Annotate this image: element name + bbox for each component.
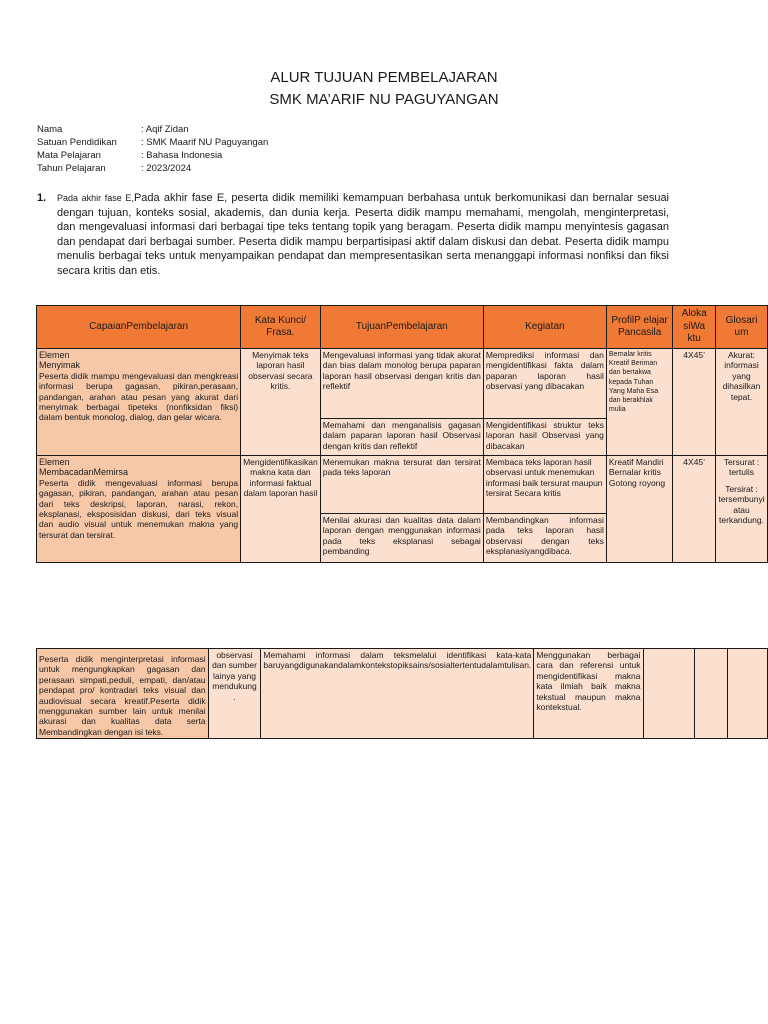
info-label: Nama	[37, 124, 63, 135]
cp-text: Peserta didik mampu mengevaluasi dan mengkreasi informasi berupa gagasan, pikiran,perasaan, pandangan, arahan atau pesan yang akurat dari menyimak berbagai tipeteks (nonfiksidan fiksi) dalam bentuk monolog, dialog, dan gelar wicara.	[39, 370, 239, 423]
profil-pancasila: Kreatif Mandiri Bernalar kritis Gotong royong	[606, 456, 672, 563]
profil-pancasila	[643, 649, 694, 739]
document-title: ALUR TUJUAN PEMBELAJARAN	[270, 69, 498, 86]
glosarium	[727, 649, 767, 739]
glosarium-item: Tersurat : tertulis	[723, 457, 760, 478]
tujuan-item: Memahami dan menganalisis gagasan dalam paparan laporan hasil Observasi dengan kritis dan reflektif	[320, 419, 483, 456]
tujuan-item: Mengevaluasi informasi yang tidak akurat dan bias dalam monolog berupa paparan laporan hasil observasi dengan kritis dan reflektif	[320, 349, 483, 419]
cp-text: Peserta didik mengevaluasi informasi berupa gagasan, pikiran, pandangan, arahan atau pesan dari teks deskripsi, laporan, narasi, rekon, eksplanasi, eksposisidan diskusi, dari teks visual dan audio visual untuk menemukan makna yang tersurat dan tersirat.	[39, 477, 239, 540]
intro-paragraph	[37, 191, 669, 279]
header-kata-kunci: Kata Kunci/ Frasa.	[241, 306, 321, 349]
cp-heading: MembacadanMemirsa	[39, 467, 129, 478]
kegiatan-item: Membaca teks laporan hasil observasi untuk menemukan informasi baik tersurat maupun tersirat Secara kritis	[483, 456, 606, 514]
kata-kunci: Mengidentifikasikan makna kata dan informasi faktual dalam laporan hasil	[241, 456, 321, 563]
kata-kunci: Menyimak teks laporan hasil observasi secara kritis.	[241, 349, 321, 456]
capaian-memirsa: Peserta didik menginterpretasi informasi untuk mengungkapkan gagasan dan perasaan simpati,peduli, empati, dan/atau pendapat pro/ kontradari teks visual dan audiovisual secara kreatif.Peserta didik menggunakan sumber lain untuk menilai akurasi dan kualitas data serta Membandingkan dengan isi teks.	[37, 649, 209, 739]
intro-text: Pada akhir fase E, peserta didik memiliki kemampuan berbahasa untuk berkomunikasi dan bernalar sesuai dengan tujuan, konteks sosial, akademis, dan dunia kerja. Peserta didik mampu memahami, mengolah, menginterpretasi, dan mengevaluasi informasi dari berbagai tipe teks tentang topik yang beragam. Peserta didik mampu menyintesis gagasan dan pendapat dari berbagai sumber. Peserta didik mampu berpartisipasi aktif dalam diskusi dan debat. Peserta didik mampu menulis berbagai teks untuk menyampaikan pendapat dan mempresentasikan serta menanggapi informasi nonfiksi dan fiksi secara kritis dan etis.	[57, 192, 670, 277]
info-label: Satuan Pendidikan	[37, 137, 117, 148]
kegiatan-item: Menggunakan berbagai cara dan referensi untuk mengidentifikasi makna kata ilmiah baik makna tekstual maupun makna kontekstual.	[534, 649, 643, 739]
tujuan-item: Memahami informasi dalam teksmelalui identifikasi kata-kata baruyangdigunakandalamkontekstopiksains/sosialtertentudalamtulisan.	[261, 649, 534, 739]
info-value: : Aqif Zidan	[141, 123, 189, 136]
profil-pancasila: Bernalar kritis Kreatif Beriman dan bertakwa kepada Tuhan Yang Maha Esa dan berakhlak mulia	[606, 349, 672, 456]
kata-kunci: observasi dan sumber lainya yang mendukung .	[208, 649, 261, 739]
header-glosarium: Glosari um	[715, 306, 767, 349]
header-profil: ProfilP elajar Pancasila	[606, 306, 672, 349]
learning-table-continued	[36, 648, 768, 739]
capaian-menyimak	[37, 349, 241, 456]
intro-prefix: Pada akhir fase E,	[57, 193, 134, 203]
list-number: 1.	[37, 192, 47, 204]
cp-heading: Elemen	[39, 350, 70, 360]
tujuan-item: Menemukan makna tersurat dan tersirat pada teks laporan	[320, 456, 483, 514]
kegiatan-item: Memprediksi informasi dan mengidentifikasi fakta dalam paparan laporan hasil observasi yang dibacakan	[483, 349, 606, 419]
glosarium	[715, 456, 767, 563]
info-label: Mata Pelajaran	[37, 150, 101, 161]
learning-table	[36, 305, 768, 563]
info-value: : Bahasa Indonesia	[141, 149, 222, 162]
alokasi-waktu: 4X45’	[673, 456, 716, 563]
tujuan-item: Menilai akurasi dan kualitas data dalam laporan dengan menggunakan informasi pada teks eksplanasi sebagai pembanding	[320, 514, 483, 563]
cp-heading: Menyimak	[39, 360, 81, 371]
alokasi-waktu	[694, 649, 727, 739]
cp-heading: Elemen	[39, 457, 70, 467]
header-alokasi: Aloka siWa ktu	[673, 306, 716, 349]
glosarium: Akurat: informasi yang dihasilkan tepat.	[715, 349, 767, 456]
kegiatan-item: Mengidentifikasi struktur teks laporan hasil Observasi yang dibacakan	[483, 419, 606, 456]
school-name: SMK MA’ARIF NU PAGUYANGAN	[269, 91, 499, 108]
header-capaian: CapaianPembelajaran	[37, 306, 241, 349]
header-tujuan: TujuanPembelajaran	[320, 306, 483, 349]
glosarium-item: Tersirat : tersembunyi atau terkandung.	[718, 483, 765, 526]
alokasi-waktu: 4X45’	[673, 349, 716, 456]
identity-info	[37, 123, 268, 175]
kegiatan-item: Membandingkan informasi pada teks laporan hasil observasi dengan teks eksplanasiyangdibaca.	[483, 514, 606, 563]
info-value: : SMK Maarif NU Paguyangan	[141, 136, 268, 149]
info-label: Tahun Pelajaran	[37, 163, 106, 174]
info-value: : 2023/2024	[141, 162, 191, 175]
capaian-membaca	[37, 456, 241, 563]
header-kegiatan: Kegiatan	[483, 306, 606, 349]
